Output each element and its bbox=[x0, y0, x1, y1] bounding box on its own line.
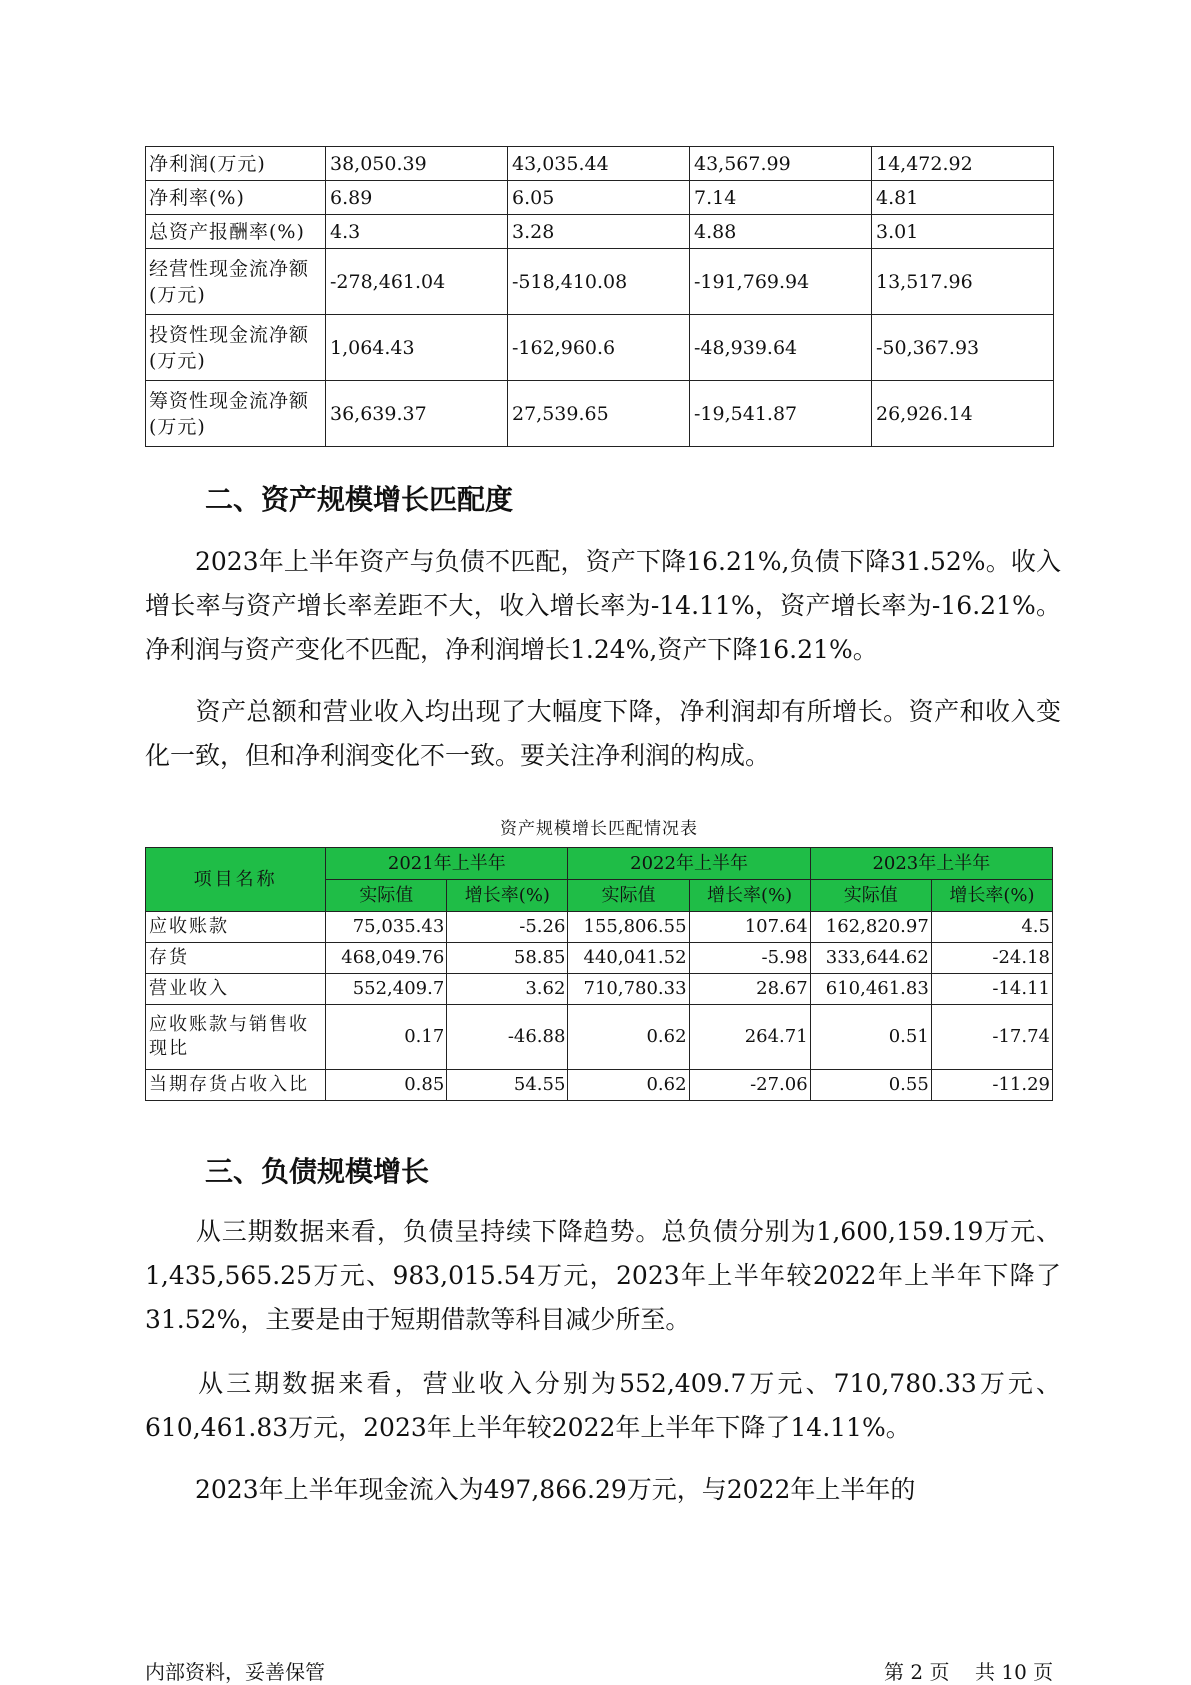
table-row bbox=[146, 181, 1054, 215]
paragraph-text: 从三期数据来看，营业收入分别为552,409.7万元、710,780.33万元、610,461.83万元，2023年上半年较2022年上半年下降了14.11%。 bbox=[145, 1369, 1061, 1442]
table-cell: 43,567.99 bbox=[690, 147, 872, 181]
table-cell: -5.98 bbox=[689, 943, 810, 974]
table-cell: -518,410.08 bbox=[508, 249, 690, 315]
footer-total-pages: 共 10 页 bbox=[975, 1660, 1054, 1684]
table-cell: -278,461.04 bbox=[326, 249, 508, 315]
table-cell: 7.14 bbox=[690, 181, 872, 215]
table-cell: 0.62 bbox=[568, 1070, 689, 1101]
column-header-item: 项目名称 bbox=[146, 848, 326, 912]
table-cell: -27.06 bbox=[689, 1070, 810, 1101]
column-header-growth: 增长率(%) bbox=[689, 880, 810, 912]
table-cell: 3.62 bbox=[447, 974, 568, 1005]
table-cell: 610,461.83 bbox=[810, 974, 931, 1005]
paragraph bbox=[145, 1210, 1061, 1342]
section-heading-liability-growth: 三、负债规模增长 bbox=[205, 1155, 430, 1188]
table-cell: 710,780.33 bbox=[568, 974, 689, 1005]
table-row bbox=[146, 215, 1054, 249]
table-cell: 4.3 bbox=[326, 215, 508, 249]
table-cell: 6.05 bbox=[508, 181, 690, 215]
table-row bbox=[146, 1005, 1053, 1070]
table-row bbox=[146, 147, 1054, 181]
table-cell: 58.85 bbox=[447, 943, 568, 974]
row-label: 投资性现金流净额(万元) bbox=[146, 315, 326, 381]
table-cell: -24.18 bbox=[931, 943, 1052, 974]
table-row bbox=[146, 943, 1053, 974]
table-cell: 4.88 bbox=[690, 215, 872, 249]
financial-metrics-table bbox=[145, 146, 1054, 447]
table-cell: 0.62 bbox=[568, 1005, 689, 1070]
table-cell: 155,806.55 bbox=[568, 912, 689, 943]
header-row bbox=[146, 848, 1053, 880]
row-label: 营业收入 bbox=[146, 974, 326, 1005]
table-cell: 28.67 bbox=[689, 974, 810, 1005]
table-cell: 3.28 bbox=[508, 215, 690, 249]
table-cell: -17.74 bbox=[931, 1005, 1052, 1070]
table-cell: 468,049.76 bbox=[326, 943, 447, 974]
table-cell: 3.01 bbox=[872, 215, 1054, 249]
table-cell: 6.89 bbox=[326, 181, 508, 215]
table-cell: -46.88 bbox=[447, 1005, 568, 1070]
asset-growth-match-table bbox=[145, 847, 1053, 1101]
column-header-period: 2023年上半年 bbox=[810, 848, 1052, 880]
table-cell: 1,064.43 bbox=[326, 315, 508, 381]
table-cell: 43,035.44 bbox=[508, 147, 690, 181]
section-heading-asset-growth: 二、资产规模增长匹配度 bbox=[205, 483, 514, 516]
row-label: 应收账款与销售收现比 bbox=[146, 1005, 326, 1070]
table-row bbox=[146, 974, 1053, 1005]
table-cell: 26,926.14 bbox=[872, 381, 1054, 447]
row-label: 净利率(%) bbox=[146, 181, 326, 215]
table-cell: 0.85 bbox=[326, 1070, 447, 1101]
table-cell: 0.55 bbox=[810, 1070, 931, 1101]
paragraph bbox=[145, 1468, 1061, 1512]
table-cell: 0.51 bbox=[810, 1005, 931, 1070]
row-label: 净利润(万元) bbox=[146, 147, 326, 181]
table-row bbox=[146, 912, 1053, 943]
row-label: 经营性现金流净额(万元) bbox=[146, 249, 326, 315]
paragraph-text: 2023年上半年资产与负债不匹配，资产下降16.21%,负债下降31.52%。收入增长率与资产增长率差距不大，收入增长率为-14.11%，资产增长率为-16.21%。净利润与资产变化不匹配，净利润增长1.24%,资产下降16.21%。 bbox=[145, 547, 1061, 664]
table-cell: -14.11 bbox=[931, 974, 1052, 1005]
row-label: 存货 bbox=[146, 943, 326, 974]
paragraph bbox=[145, 540, 1061, 672]
table-cell: 107.64 bbox=[689, 912, 810, 943]
column-header-growth: 增长率(%) bbox=[447, 880, 568, 912]
table-row bbox=[146, 381, 1054, 447]
footer-confidential-note: 内部资料，妥善保管 bbox=[145, 1660, 325, 1684]
paragraph bbox=[145, 690, 1061, 778]
paragraph bbox=[145, 1362, 1061, 1450]
paragraph-text: 2023年上半年现金流入为497,866.29万元，与2022年上半年的 bbox=[195, 1475, 916, 1504]
column-header-period: 2021年上半年 bbox=[326, 848, 568, 880]
table-cell: 36,639.37 bbox=[326, 381, 508, 447]
table-cell: 0.17 bbox=[326, 1005, 447, 1070]
row-label: 当期存货占收入比 bbox=[146, 1070, 326, 1101]
column-header-period: 2022年上半年 bbox=[568, 848, 810, 880]
table-cell: 4.5 bbox=[931, 912, 1052, 943]
table-cell: 264.71 bbox=[689, 1005, 810, 1070]
table-cell: 4.81 bbox=[872, 181, 1054, 215]
footer-page-number: 第 2 页 bbox=[884, 1660, 950, 1684]
column-header-growth: 增长率(%) bbox=[931, 880, 1052, 912]
table-cell: 14,472.92 bbox=[872, 147, 1054, 181]
table-row bbox=[146, 1070, 1053, 1101]
table-cell: -191,769.94 bbox=[690, 249, 872, 315]
table-cell: 54.55 bbox=[447, 1070, 568, 1101]
row-label: 总资产报酬率(%) bbox=[146, 215, 326, 249]
column-header-actual: 实际值 bbox=[568, 880, 689, 912]
paragraph-text: 资产总额和营业收入均出现了大幅度下降，净利润却有所增长。资产和收入变化一致，但和净利润变化不一致。要关注净利润的构成。 bbox=[145, 697, 1061, 770]
table-cell: -19,541.87 bbox=[690, 381, 872, 447]
table-cell: 552,409.7 bbox=[326, 974, 447, 1005]
table-cell: 162,820.97 bbox=[810, 912, 931, 943]
table-cell: -48,939.64 bbox=[690, 315, 872, 381]
column-header-actual: 实际值 bbox=[326, 880, 447, 912]
table-cell: 27,539.65 bbox=[508, 381, 690, 447]
table-cell: 333,644.62 bbox=[810, 943, 931, 974]
table-cell: -5.26 bbox=[447, 912, 568, 943]
table-row bbox=[146, 249, 1054, 315]
paragraph-text: 从三期数据来看，负债呈持续下降趋势。总负债分别为1,600,159.19万元、1,435,565.25万元、983,015.54万元，2023年上半年较2022年上半年下降了31.52%，主要是由于短期借款等科目减少所至。 bbox=[145, 1217, 1061, 1334]
row-label: 筹资性现金流净额(万元) bbox=[146, 381, 326, 447]
table-row bbox=[146, 315, 1054, 381]
table-cell: 13,517.96 bbox=[872, 249, 1054, 315]
table-cell: -11.29 bbox=[931, 1070, 1052, 1101]
row-label: 应收账款 bbox=[146, 912, 326, 943]
table-cell: -50,367.93 bbox=[872, 315, 1054, 381]
table-cell: 38,050.39 bbox=[326, 147, 508, 181]
table-cell: 75,035.43 bbox=[326, 912, 447, 943]
table-cell: -162,960.6 bbox=[508, 315, 690, 381]
table-caption: 资产规模增长匹配情况表 bbox=[500, 819, 698, 839]
table-cell: 440,041.52 bbox=[568, 943, 689, 974]
column-header-actual: 实际值 bbox=[810, 880, 931, 912]
